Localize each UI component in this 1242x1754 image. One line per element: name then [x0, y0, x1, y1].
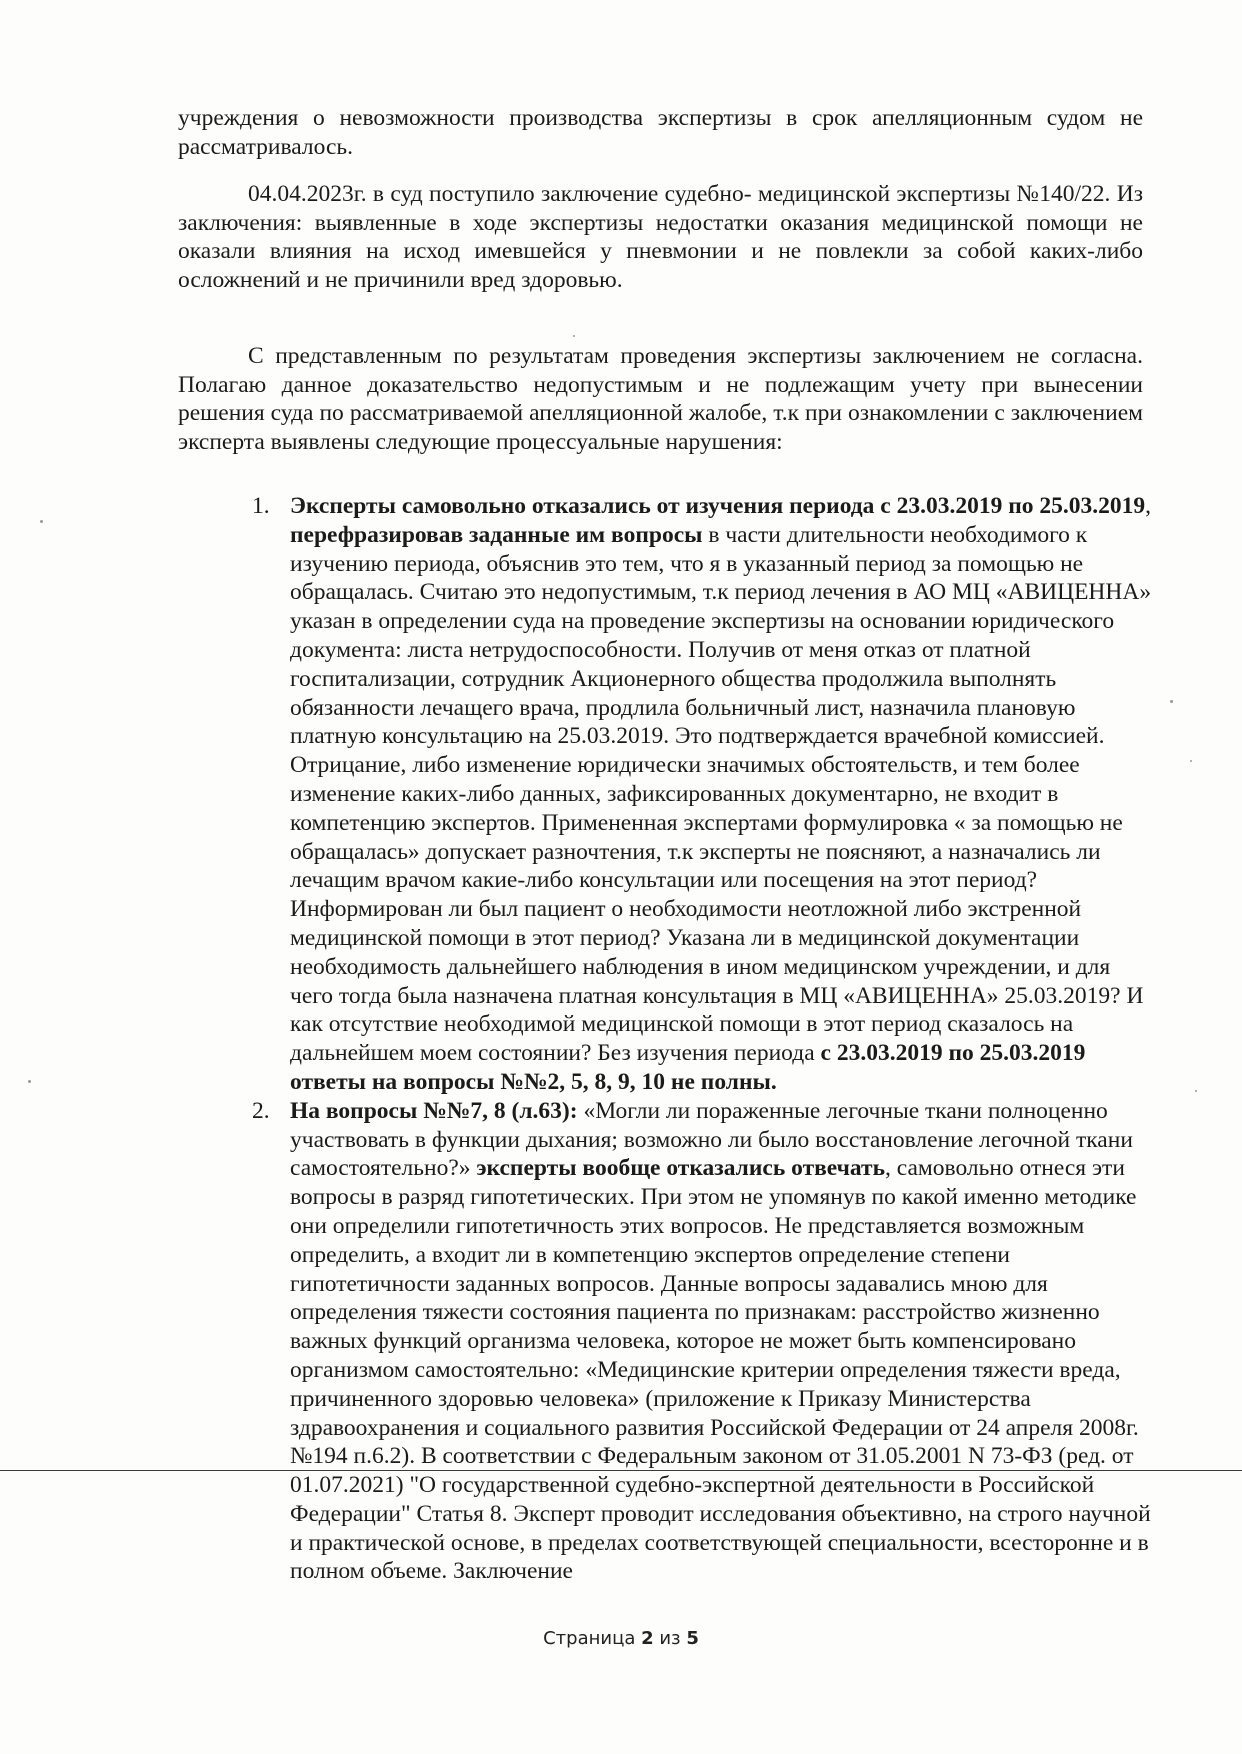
paragraph-disagreement: С представленным по результатам проведения экспертизы заключением не согласна. Полагаю данное доказательство недопустимым и не подлежащим учету при вынесении решения суда по рассматриваемой апелляционной жалобе, т.к при ознакомлении с заключением эксперта выявлены следующие процессуальные нарушения:	[178, 343, 1143, 455]
item-separator: ,	[1145, 493, 1152, 519]
scan-speck	[1170, 700, 1173, 703]
scan-speck	[573, 335, 575, 337]
list-item	[178, 1097, 1158, 1587]
item-body: , самовольно отнеся эти вопросы в разряд гипотетических. При этом не упомянув по какой именно методике они определили гипотетичность этих вопросов. Не представляется возможным определить, а входит ли в компетенцию экспертов определение степени гипотетичности заданных вопросов. Данные вопросы задавались мною для определения тяжести состояния пациента по признакам: расстройство жизненно важных функций организма человека, которое не может быть компенсировано организмом самостоятельно: «Медицинские критерии определения тяжести вреда, причиненного здоровью человека» (приложение к Приказу Министерства здравоохранения и социального развития Российской Федерации от 24 апреля 2008г. №194 п.6.2). В соответствии с Федеральным законом от 31.05.2001 N 73-ФЗ (ред. от 01.07.2021) "О государственной судебно-экспертной деятельности в Российской Федерации" Статья 8. Эксперт проводит исследования объективно, на строго научной и практической основе, в пределах соответствующей специальности, всесторонне и в полном объеме. Заключение	[290, 1155, 1151, 1585]
item-body: в части длительности необходимого к изучению периода, объяснив это тем, что я в указанный период за помощью не обращалась. Считаю это недопустимым, т.к период лечения в АО МЦ «АВИЦЕННА» указан в определении суда на проведение экспертизы на основании юридического документа: листа нетрудоспособности. Получив от меня отказ от платной госпитализации, сотрудник Акционерного общества продолжила выполнять обязанности лечащего врача, продлила больничный лист, назначила плановую платную консультацию на 25.03.2019. Это подтверждается врачебной комиссией. Отрицание, либо изменение юридически значимых обстоятельств, и тем более изменение каких-либо данных, зафиксированных документарно, не входит в компетенцию экспертов. Примененная экспертами формулировка « за помощью не обращалась» допускает разночтения, т.к эксперты не поясняют, а назначались ли лечащим врачом какие-либо консультации или посещения на этот период? Информирован ли был пациент о необходимости неотложной либо экстренной медицинской помощи в этот период? Указана ли в медицинской документации необходимость дальнейшего наблюдения в ином медицинском учреждении, и для чего тогда была назначена платная консультация в МЦ «АВИЦЕННА» 25.03.2019? И как отсутствие необходимой медицинской помощи в этот период сказалось на дальнейшем моем состоянии? Без изучения периода	[290, 521, 1152, 1067]
violations-list	[178, 492, 1158, 1586]
footer-total-pages: 5	[686, 1628, 699, 1649]
footer-mid: из	[653, 1628, 687, 1649]
footer-prefix: Страница	[543, 1628, 642, 1649]
page-footer	[0, 1628, 1242, 1649]
item-bold-phrase: перефразировав заданные им вопросы	[290, 521, 703, 548]
scan-speck	[28, 1080, 31, 1083]
paragraph-expertise-received: 04.04.2023г. в суд поступило заключение судебно- медицинской экспертизы №140/22. Из заключения: выявленные в ходе экспертизы недостатки оказания медицинской помощи не оказали влияния на исход имевшейся у пневмонии и не повлекли за собой каких-либо осложнений и не причинили вред здоровью.	[178, 181, 1143, 293]
item-tail-bold: с 23.03.2019 по 25.03.2019 ответы на вопросы №№2, 5, 8, 9, 10 не полны.	[290, 1040, 1086, 1095]
scan-speck	[1195, 1090, 1197, 1092]
list-item-number: 2.	[252, 1097, 270, 1124]
list-item-text	[290, 1097, 1158, 1587]
scan-speck	[1190, 760, 1192, 762]
paragraph-continuation: учреждения о невозможности производства экспертизы в срок апелляционным судом не рассматривалось.	[178, 105, 1143, 160]
footer-page-number: 2	[641, 1628, 654, 1649]
item-bold-phrase: эксперты вообще отказались отвечать	[476, 1155, 886, 1182]
list-item-text	[290, 492, 1158, 1097]
item-lead-bold: На вопросы №№7, 8 (л.63):	[290, 1097, 578, 1124]
scan-speck	[40, 520, 43, 523]
list-item-number: 1.	[252, 493, 270, 519]
list-item	[178, 492, 1158, 1097]
horizontal-rule	[0, 1470, 1242, 1471]
item-lead-bold: Эксперты самовольно отказались от изучения периода с 23.03.2019 по 25.03.2019	[290, 493, 1146, 519]
item-quote: «Могли ли пораженные легочные ткани полноценно участвовать в функции дыхания; возможно ли было восстановление легочной ткани самостоятельно?»	[290, 1097, 1133, 1182]
